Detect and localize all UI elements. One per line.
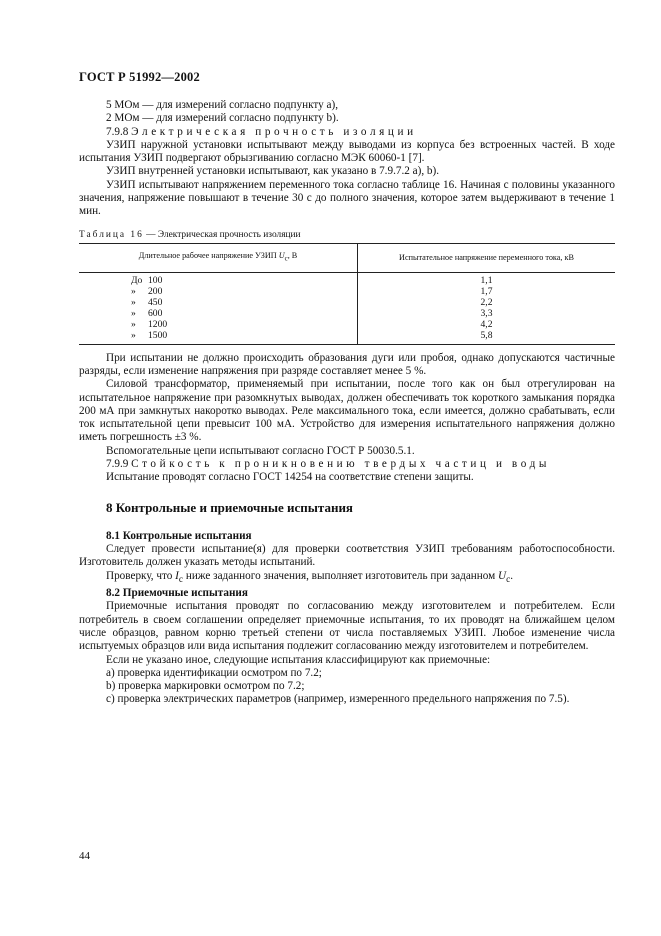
test-voltage-value: 5,8 (480, 329, 493, 341)
paragraph: УЗИП испытывают напряжением переменного тока согласно таблице 16. Начиная с половины указанного значения, напряжение повышают в течение 30 с до полного значения, которое затем выдерживают в течение 1 мин. (79, 178, 615, 218)
voltage-row: » 200 (131, 285, 163, 297)
table-header-row (79, 243, 615, 272)
paragraph: 5 МОм — для измерений согласно подпункту а), (106, 99, 339, 111)
paragraph: Проверку, что $I_c$ ниже заданного значения, выполняет изготовитель при заданном $U_c$. (106, 569, 514, 585)
subsection-title: Стойкость к проникновению твердых частиц и воды (131, 458, 551, 471)
paragraph: УЗИП наружной установки испытывают между выводами из корпуса без встроенных частей. В ходе испытания УЗИП подвергают обрызгиванию согласно МЭК 60060-1 [7]. (79, 138, 615, 165)
test-voltage-value: 3,3 (480, 307, 493, 319)
table-cell-voltage (79, 272, 358, 344)
table-column-header: Испытательное напряжение переменного тока, кВ (358, 243, 616, 272)
subsection-heading-8-2: 8.2 Приемочные испытания (106, 587, 248, 600)
list-item: c) проверка электрических параметров (например, измеренного предельного напряжения по 7.5). (106, 693, 570, 706)
paragraph: Если не указано иное, следующие испытания классифицируют как приемочные: (106, 653, 491, 666)
table-caption-text: — Электрическая прочность изоляции (143, 229, 301, 240)
paragraph: 2 МОм — для измерений согласно подпункту b). (106, 112, 339, 125)
paragraph: Следует провести испытание(я) для проверки соответствия УЗИП требованиям работоспособности. Изготовитель должен указать методы испытаний. (79, 542, 615, 569)
insulation-strength-table (79, 243, 615, 345)
table-cell-test-voltage (358, 272, 616, 344)
voltage-row: » 1500 (131, 329, 168, 341)
subsection-heading-7-9-8 (79, 126, 615, 139)
subsection-number: 7.9.9 (106, 458, 129, 471)
test-voltage-value: 1,7 (480, 285, 493, 297)
voltage-row: До 100 (131, 274, 163, 286)
list-item: b) проверка маркировки осмотром по 7.2; (106, 680, 305, 693)
table-caption (79, 229, 615, 241)
list-item: а) проверка идентификации осмотром по 7.2; (106, 666, 322, 679)
table-column-header: Длительное рабочее напряжение УЗИП $U_c$, В (79, 243, 358, 272)
page-content (79, 99, 615, 707)
paragraph: Приемочные испытания проводят по согласованию между изготовителем и потребителем. Если потребитель в своем соглашении определяет приемочные испытания, то их проводят на ближайшем целом числе образцов, равном корню третьей степени от числа поставляемых УЗИП. Любое изменение числа испытуемых образцов или вида испытания подлежит согласованию между изготовителем и потребителем. (79, 600, 615, 653)
subsection-number: 7.9.8 (106, 125, 129, 138)
paragraph: Вспомогательные цепи испытывают согласно ГОСТ Р 50030.5.1. (106, 444, 415, 457)
voltage-row: » 1200 (131, 318, 168, 330)
paragraph: УЗИП внутренней установки испытывают, как указано в 7.9.7.2 а), b). (106, 165, 440, 178)
table-caption-label: Таблица 16 (79, 229, 144, 240)
paragraph: При испытании не должно происходить образования дуги или пробоя, однако допускаются частичные разряды, если изменение напряжения при разряде составляет менее 5 %. (79, 351, 615, 377)
test-voltage-value: 4,2 (480, 318, 493, 330)
subsection-title: Электрическая прочность изоляции (131, 125, 417, 138)
paragraph: Силовой трансформатор, применяемый при испытании, после того как он был отрегулирован на испытательное напряжение при разомкнутых выводах, должен обеспечивать ток короткого замыкания порядка 200 мА при замкнутых накоротко выводах. Реле максимального тока, если имеется, должно срабатывать, если ток испытательной цепи превысит 100 мА. Устройство для измерения испытательного напряжения должно иметь погрешность ±3 %. (79, 378, 615, 444)
document-header: ГОСТ Р 51992—2002 (79, 70, 200, 84)
paragraph: Испытание проводят согласно ГОСТ 14254 на соответствие степени защиты. (106, 471, 474, 484)
page-number: 44 (79, 850, 90, 862)
subsection-heading-8-1: 8.1 Контрольные испытания (106, 529, 252, 542)
table-row (79, 272, 615, 344)
subsection-heading-7-9-9 (79, 458, 615, 471)
test-voltage-value: 1,1 (480, 274, 493, 286)
section-heading-8: 8 Контрольные и приемочные испытания (106, 499, 353, 515)
voltage-row: » 600 (131, 307, 163, 319)
test-voltage-value: 2,2 (480, 296, 493, 308)
voltage-row: » 450 (131, 296, 163, 308)
